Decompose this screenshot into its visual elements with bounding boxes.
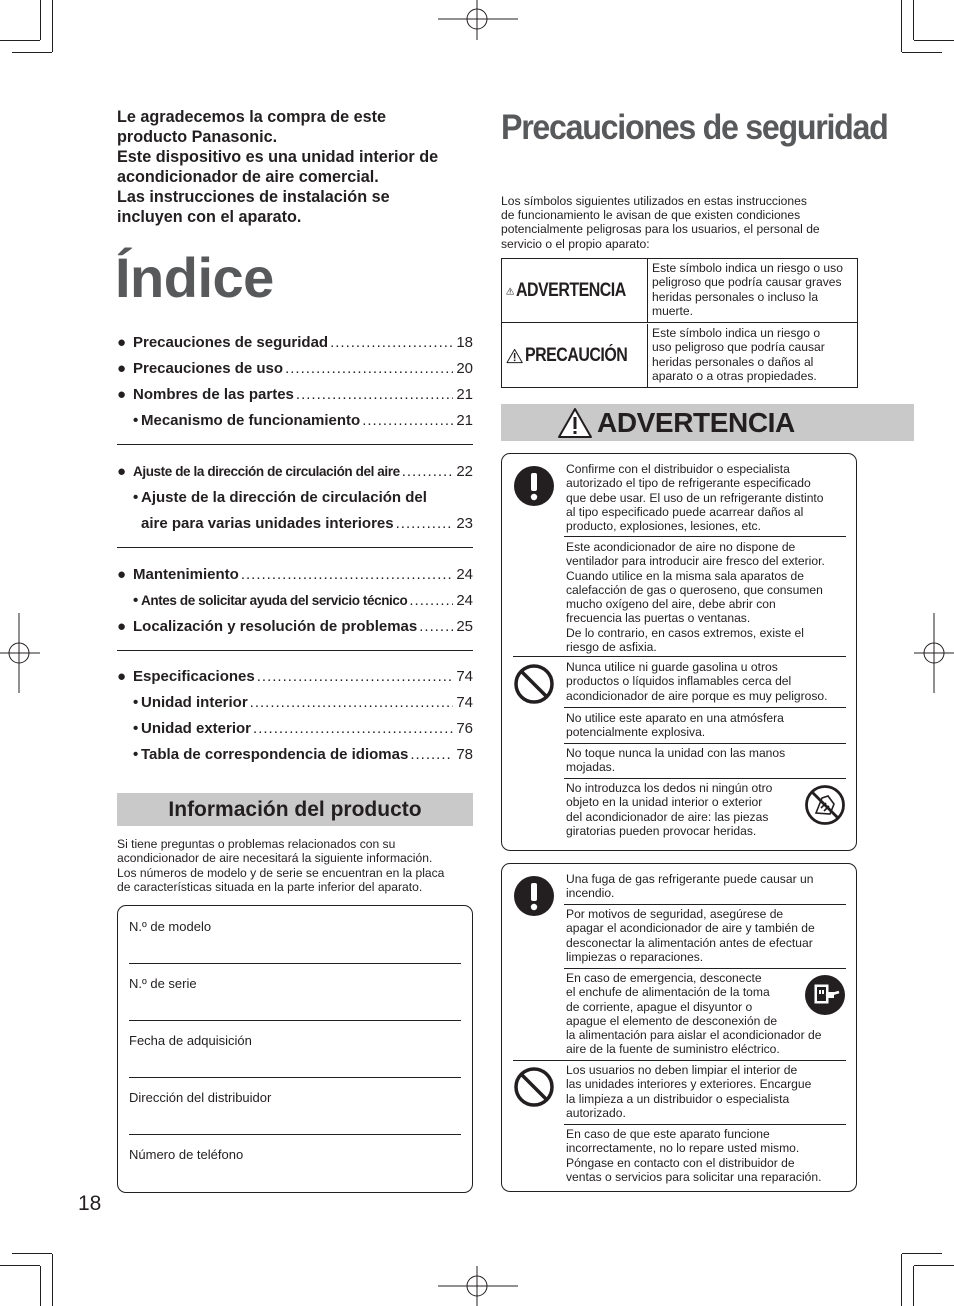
symbol-cell (502, 259, 648, 322)
warning-line: ventilador para introducir aire fresco del exterior. (566, 554, 825, 569)
warning-line: No toque nunca la unidad con las manos (566, 746, 786, 760)
warning-line: No utilice este aparato en una atmósfera (566, 711, 784, 725)
warning-item (566, 1063, 846, 1120)
warning-line: autorizado el tipo de refrigerante especificado (566, 476, 811, 491)
toc-entry-label: Mantenimiento (133, 566, 239, 584)
warning-line: limpiezas o reparaciones. (566, 949, 704, 964)
warning-line: De lo contrario, en casos extremos, existe el (566, 625, 804, 640)
toc-entry-label: Precauciones de uso (133, 360, 284, 378)
warning-line: desconectar la alimentación antes de efectuar (566, 935, 813, 950)
product-info-line: de características situada en la parte inferior del aparato. (117, 880, 423, 895)
symbols-intro-line: servicio o el propio aparato: (501, 236, 650, 251)
item-divider (564, 536, 846, 537)
symbol-label-warning: ADVERTENCIA (516, 279, 627, 301)
warning-line: productos o líquidos inflamables cerca del (566, 674, 792, 689)
warning-line: Confirme con el distribuidor o especialista (566, 462, 790, 476)
toc-entry[interactable] (117, 356, 473, 382)
item-divider (564, 1124, 846, 1125)
warning-line: apague el elemento de desconexión de (566, 1013, 778, 1028)
toc-leader (296, 386, 453, 403)
warning-item (566, 872, 846, 901)
item-divider (564, 707, 846, 708)
intro-line: Las instrucciones de instalación se (117, 188, 390, 206)
symbols-intro-line: potencialmente peligrosas para los usuarios, el personal de (501, 222, 820, 237)
symbol-label-caution: PRECAUCIÓN (525, 345, 628, 366)
toc-subentry[interactable] (117, 588, 473, 614)
symbol-row-warning (502, 259, 857, 323)
toc-divider (117, 444, 473, 445)
symbol-description-line: peligroso que podría causar graves (652, 275, 842, 290)
purchase-date-field[interactable] (129, 1077, 461, 1078)
warning-item (566, 907, 846, 964)
warning-line: ventas o servicios para solicitar una reparación. (566, 1169, 822, 1184)
dot-bullet-icon: • (133, 719, 139, 737)
intro-line: acondicionador de aire comercial. (117, 168, 379, 186)
toc-page: 25 (456, 617, 473, 635)
toc-entry[interactable] (117, 614, 473, 640)
warning-line: mojadas. (566, 760, 616, 775)
warning-line: riesgo de asfixia. (566, 640, 657, 655)
toc-subentry-continued[interactable] (117, 511, 473, 537)
symbols-intro-line: Los símbolos siguientes utilizados en estas instrucciones (501, 194, 807, 208)
circle-bullet-icon: ● (117, 617, 127, 635)
warning-line: Una fuga de gas refrigerante puede causar un (566, 872, 814, 886)
page-title: Precauciones de seguridad (501, 108, 888, 147)
toc-subentry[interactable] (117, 407, 473, 433)
warning-line: calefacción de gas o queroseno, que consumen (566, 582, 823, 597)
dot-bullet-icon: • (133, 592, 139, 610)
warning-item (566, 660, 846, 703)
symbol-description (652, 326, 857, 384)
dot-bullet-icon: • (133, 745, 139, 763)
warning-line: del acondicionador de aire: las piezas (566, 809, 769, 824)
toc-subentry[interactable] (117, 741, 473, 767)
purchase-date-label: Fecha de adquisición (129, 1033, 252, 1048)
symbol-legend-table (501, 258, 858, 388)
toc-subentry[interactable] (117, 690, 473, 716)
warning-line: acondicionador de aire porque es muy peligroso. (566, 688, 828, 703)
toc-entry-label: Unidad exterior (141, 719, 252, 737)
warning-line: Póngase en contacto con el distribuidor de (566, 1155, 795, 1170)
product-info-form (117, 905, 473, 1193)
prohibition-icon (513, 663, 555, 705)
symbol-description-line: heridas personales o daños al (652, 354, 814, 369)
symbol-description-line: muerte. (652, 304, 693, 319)
item-divider (564, 778, 846, 779)
model-number-label: N.º de modelo (129, 919, 212, 934)
warning-triangle-icon (557, 407, 593, 439)
warning-line: No introduzca los dedos ni ningún otro (566, 781, 773, 795)
serial-number-label: N.º de serie (129, 976, 197, 991)
symbol-description-line: Este símbolo indica un riesgo o uso (652, 261, 843, 275)
model-number-field[interactable] (129, 963, 461, 964)
warning-item (566, 781, 796, 838)
no-fingers-icon (804, 784, 846, 826)
warning-line: Por motivos de seguridad, asegúrese de (566, 907, 784, 921)
dot-bullet-icon: • (133, 694, 139, 712)
dot-bullet-icon: • (133, 489, 139, 507)
unplug-icon (804, 974, 846, 1016)
dot-bullet-icon: • (133, 411, 139, 429)
toc-leader (409, 592, 453, 609)
symbol-description-line: heridas personales o incluso la (652, 289, 819, 304)
circle-bullet-icon: ● (117, 463, 127, 481)
toc-page: 21 (456, 385, 473, 403)
warning-line: apagar el acondicionador de aire y también de (566, 921, 815, 936)
toc-page: 24 (456, 566, 473, 584)
toc-divider (117, 650, 473, 651)
product-info-line: Si tiene preguntas o problemas relacionados con su (117, 837, 396, 851)
warning-line: En caso de que este aparato funcione (566, 1127, 770, 1141)
warning-line: objeto en la unidad interior o exterior (566, 795, 763, 810)
toc-leader (241, 566, 453, 583)
product-info-text (117, 837, 477, 895)
serial-number-field[interactable] (129, 1020, 461, 1021)
toc-page: 21 (456, 411, 473, 429)
toc-subentry[interactable] (117, 485, 473, 511)
toc-entry-label: aire para varias unidades interiores (141, 514, 394, 532)
circle-bullet-icon: ● (117, 360, 127, 378)
intro-line: Este dispositivo es una unidad interior de (117, 148, 439, 166)
warning-line: Este acondicionador de aire no dispone de (566, 540, 796, 554)
warning-heading-bar (501, 404, 914, 441)
toc-entry-label: Nombres de las partes (133, 385, 294, 403)
index-title: Índice (115, 246, 274, 309)
symbol-description-line: uso peligroso que podría causar (652, 340, 825, 355)
toc-page: 74 (456, 668, 473, 686)
registration-target-top (438, 0, 518, 40)
warning-triangle-icon (506, 276, 514, 306)
warning-box-1 (501, 453, 857, 851)
toc-leader (250, 694, 454, 711)
toc-leader (396, 515, 454, 532)
circle-bullet-icon: ● (117, 334, 127, 352)
warning-line: Nunca utilice ni guarde gasolina u otros (566, 660, 778, 674)
warning-line: incorrectamente, no lo repare usted mismo. (566, 1141, 800, 1156)
toc-entry-label: Tabla de correspondencia de idiomas (141, 745, 409, 763)
symbols-intro (501, 194, 851, 251)
symbol-description-line: aparato o a otras propiedades. (652, 369, 817, 384)
symbol-cell (502, 324, 648, 388)
product-info-line: acondicionador de aire necesitará la siguiente información. (117, 851, 433, 866)
toc-page: 74 (456, 694, 473, 712)
warning-item (566, 1127, 846, 1184)
toc-entry-label: Localización y resolución de problemas (133, 617, 418, 635)
intro-line: Le agradecemos la compra de este (117, 108, 387, 126)
toc-entry[interactable] (117, 330, 473, 356)
warning-line: Cuando utilice en la misma sala aparatos de (566, 568, 804, 583)
product-info-line: Los números de modelo y de serie se encuentran en la placa (117, 865, 445, 880)
item-divider (564, 743, 846, 744)
warning-line: la limpieza a un distribuidor o especialista (566, 1091, 790, 1106)
warning-line: que debe usar. El uso de un refrigerante distinto (566, 490, 824, 505)
item-divider (564, 904, 846, 905)
dealer-address-label: Dirección del distribuidor (129, 1090, 272, 1105)
warning-box-2 (501, 863, 857, 1192)
circle-bullet-icon: ● (117, 566, 127, 584)
warning-line: de corriente, apague el disyuntor o (566, 999, 753, 1014)
warning-item (566, 462, 846, 533)
mandatory-exclamation-icon (513, 875, 555, 917)
warning-line: incendio. (566, 886, 615, 901)
circle-bullet-icon: ● (117, 668, 127, 686)
warning-item (566, 746, 846, 775)
toc-leader (419, 618, 453, 635)
warning-line: giratorias pueden provocar heridas. (566, 823, 757, 838)
toc-page: 24 (456, 592, 473, 610)
symbol-description (652, 261, 857, 319)
toc-leader (362, 412, 453, 429)
registration-target-left (0, 613, 40, 693)
intro-text (117, 107, 477, 227)
warning-line: aire de la fuente de suministro eléctrico. (566, 1042, 780, 1057)
toc-page: 18 (456, 334, 473, 352)
product-info-heading: Información del producto (117, 793, 473, 826)
symbols-intro-line: de funcionamiento le avisan de que existen condiciones (501, 208, 801, 223)
toc-leader (402, 463, 454, 480)
warning-line: al tipo especificado puede acarrear daños al (566, 504, 804, 519)
toc-page: 76 (456, 719, 473, 737)
warning-line: la alimentación para aislar el acondicionador de (566, 1028, 822, 1043)
phone-number-label: Número de teléfono (129, 1147, 244, 1162)
warning-line: potencialmente explosiva. (566, 725, 706, 740)
dealer-address-field[interactable] (129, 1134, 461, 1135)
toc-leader (410, 746, 453, 763)
symbol-description-line: Este símbolo indica un riesgo o (652, 326, 821, 340)
toc-divider (117, 547, 473, 548)
toc-entry-label: Ajuste de la dirección de circulación del (141, 489, 427, 507)
toc-page: 22 (456, 463, 473, 481)
section-divider (513, 656, 846, 657)
warning-line: Los usuarios no deben limpiar el interior de (566, 1063, 798, 1077)
toc-leader (257, 668, 454, 685)
warning-line: producto, explosiones, lesiones, etc. (566, 519, 761, 534)
toc-entry-label: Especificaciones (133, 668, 255, 686)
toc-group-1 (117, 330, 473, 433)
warning-line: frecuencia las puertas o ventanas. (566, 611, 751, 626)
toc-group-2 (117, 459, 473, 536)
toc-group-4 (117, 664, 473, 767)
mandatory-exclamation-icon (513, 465, 555, 507)
toc-leader (330, 334, 453, 351)
toc-entry[interactable] (117, 382, 473, 408)
toc-entry[interactable] (117, 664, 473, 690)
toc-entry[interactable] (117, 562, 473, 588)
toc-page: 23 (456, 514, 473, 532)
toc-leader (285, 360, 453, 377)
toc-page: 20 (456, 360, 473, 378)
registration-target-bottom (438, 1266, 518, 1306)
warning-item (566, 540, 846, 654)
warning-line: las unidades interiores y exteriores. Encargue (566, 1077, 812, 1092)
toc-entry-label: Unidad interior (141, 694, 248, 712)
toc-subentry[interactable] (117, 716, 473, 742)
intro-line: producto Panasonic. (117, 128, 278, 146)
prohibition-icon (513, 1066, 555, 1108)
registration-target-right (914, 613, 954, 693)
circle-bullet-icon: ● (117, 385, 127, 403)
page-number: 18 (78, 1192, 102, 1215)
caution-triangle-icon (506, 341, 523, 371)
warning-line: el enchufe de alimentación de la toma (566, 985, 770, 1000)
warning-item (566, 711, 846, 740)
toc-page: 78 (456, 745, 473, 763)
warning-line: autorizado. (566, 1105, 626, 1120)
toc-entry-label: Ajuste de la dirección de circulación del aire (133, 464, 400, 480)
section-divider (513, 1060, 846, 1061)
toc-entry-label: Antes de solicitar ayuda del servicio técnico (141, 593, 408, 609)
toc-group-3 (117, 562, 473, 639)
symbol-row-caution (502, 324, 857, 388)
intro-line: incluyen con el aparato. (117, 208, 302, 226)
warning-heading: ADVERTENCIA (597, 406, 795, 438)
warning-line: En caso de emergencia, desconecte (566, 971, 762, 985)
toc-entry-label: Mecanismo de funcionamiento (141, 411, 361, 429)
toc-entry[interactable] (117, 459, 473, 485)
toc-leader (253, 720, 453, 737)
toc-entry-label: Precauciones de seguridad (133, 334, 329, 352)
item-divider (564, 968, 846, 969)
warning-line: mucho oxígeno del aire, debe abrir con (566, 597, 776, 612)
